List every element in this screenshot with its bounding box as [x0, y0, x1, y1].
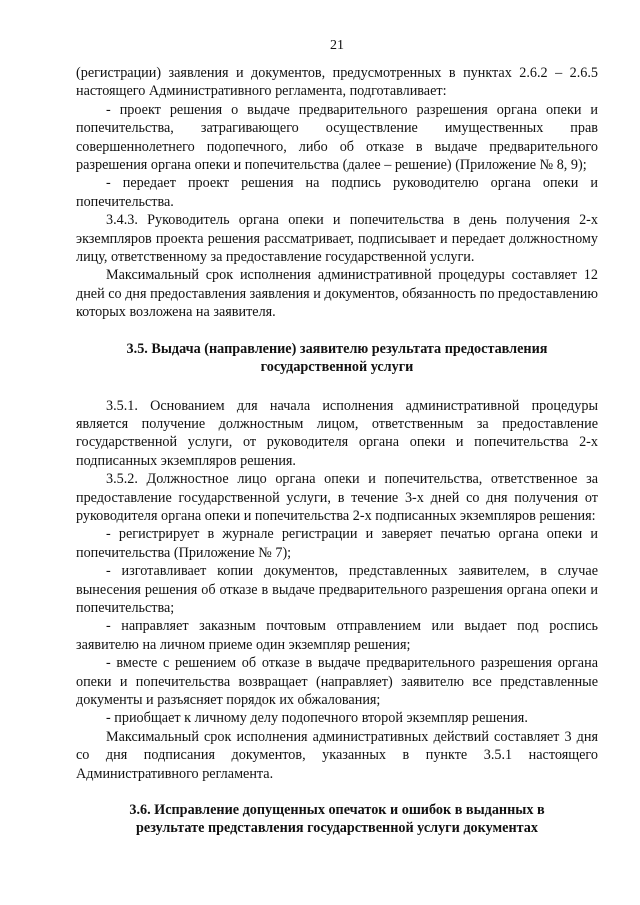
- list-item-send-decision: - направляет заказным почтовым отправлением или выдает под роспись заявителю на личном приеме один экземпляр решения;: [76, 618, 598, 653]
- section-heading-3-5-line1: 3.5. Выдача (направление) заявителю результата предоставления: [126, 340, 548, 357]
- section-heading-3-5-line2: государственной услуги: [260, 359, 414, 376]
- list-item-return-documents: - вместе с решением об отказе в выдаче предварительного разрешения органа опеки и попечительства возвращает (направляет) заявителю все представленные документы и разъясняет порядок их обжалования;: [76, 655, 598, 708]
- list-item-register: - регистрирует в журнале регистрации и заверяет печатью органа опеки и попечительства (Приложение № 7);: [76, 526, 598, 561]
- section-heading-3-5: [76, 340, 598, 377]
- list-item-pass-for-signature: - передает проект решения на подпись руководителю органа опеки и попечительства.: [76, 175, 598, 210]
- paragraph-max-term-3-5: Максимальный срок исполнения административных действий составляет 3 дня со дня подписания документов, указанных в пункте 3.5.1 настоящего Административного регламента.: [76, 728, 598, 782]
- section-heading-3-6-line1: 3.6. Исправление допущенных опечаток и ошибок в выданных в: [129, 802, 545, 819]
- paragraph-max-term-3-4: Максимальный срок исполнения административной процедуры составляет 12 дней со дня предоставления заявления и документов, обязанность по предоставлению которых возложена на заявителя.: [76, 267, 598, 321]
- paragraph-3-4-3: 3.4.3. Руководитель органа опеки и попечительства в день получения 2-х экземпляров проекта решения рассматривает, подписывает и передает должностному лицу, ответственному за предоставление государственной услуги.: [76, 212, 598, 266]
- page-number: 21: [330, 38, 344, 53]
- paragraph-continuation: (регистрации) заявления и документов, предусмотренных в пунктах 2.6.2 – 2.6.5 настоящего Административного регламента, подготавливает:: [76, 65, 598, 100]
- list-item-attach-copy: - приобщает к личному делу подопечного второй экземпляр решения.: [106, 710, 528, 727]
- paragraph-3-5-2: 3.5.2. Должностное лицо органа опеки и попечительства, ответственное за предоставление государственной услуги, в течение 3-х дней со дня получения от руководителя органа опеки и попечительства 2-х подписанных экземпляров решения:: [76, 471, 598, 524]
- document-page: [76, 38, 598, 838]
- list-item-prepare-draft: - проект решения о выдаче предварительного разрешения органа опеки и попечительства, затрагивающего осуществление имущественных прав совершеннолетнего подопечного, либо об отказе в выдаче предварительного разрешения органа опеки и попечительства (далее – решение) (Приложение № 8, 9);: [76, 101, 598, 174]
- section-heading-3-6: [76, 801, 598, 838]
- paragraph-3-5-1: 3.5.1. Основанием для начала исполнения административной процедуры является получение должностным лицом, ответственным за предоставление государственной услуги, от руководителя органа опеки и попечительства 2-х подписанных экземпляров решения.: [76, 397, 598, 469]
- section-heading-3-6-line2: результате представления государственной услуги документах: [136, 820, 538, 837]
- list-item-make-copies: - изготавливает копии документов, представленных заявителем, в случае вынесения решения об отказе в выдаче предварительного разрешения органа опеки и попечительства;: [76, 563, 598, 616]
